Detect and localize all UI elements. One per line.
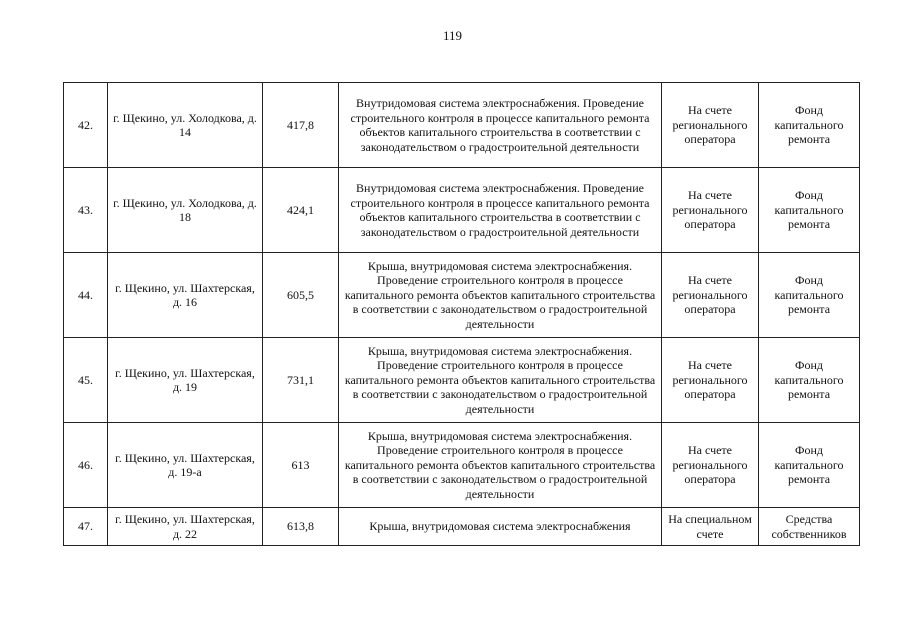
area-cell: 605,5 xyxy=(263,253,339,338)
address-cell: г. Щекино, ул. Шахтерская, д. 22 xyxy=(108,508,263,546)
row-number: 47. xyxy=(64,508,108,546)
row-number: 44. xyxy=(64,253,108,338)
table-row xyxy=(64,338,860,423)
works-cell: Внутридомовая система электроснабжения. Проведение строительного контроля в процессе капитального ремонта объектов капитального строительства в соответствии с законодательством о градостроительной деятельности xyxy=(339,168,662,253)
table-row xyxy=(64,168,860,253)
area-cell: 731,1 xyxy=(263,338,339,423)
row-number: 45. xyxy=(64,338,108,423)
account-cell: На счете регионального оператора xyxy=(662,423,759,508)
account-cell: На счете регионального оператора xyxy=(662,168,759,253)
works-cell: Крыша, внутридомовая система электроснабжения. Проведение строительного контроля в процессе капитального ремонта объектов капитального строительства в соответствии с законодательством о градостроительной деятельности xyxy=(339,253,662,338)
table-row xyxy=(64,508,860,546)
works-cell: Крыша, внутридомовая система электроснабжения. Проведение строительного контроля в процессе капитального ремонта объектов капитального строительства в соответствии с законодательством о градостроительной деятельности xyxy=(339,423,662,508)
funding-cell: Фонд капитального ремонта xyxy=(759,168,860,253)
table-row xyxy=(64,83,860,168)
address-cell: г. Щекино, ул. Холодкова, д. 18 xyxy=(108,168,263,253)
row-number: 43. xyxy=(64,168,108,253)
address-cell: г. Щекино, ул. Шахтерская, д. 19 xyxy=(108,338,263,423)
area-cell: 613 xyxy=(263,423,339,508)
account-cell: На счете регионального оператора xyxy=(662,83,759,168)
funding-cell: Фонд капитального ремонта xyxy=(759,83,860,168)
account-cell: На счете регионального оператора xyxy=(662,338,759,423)
row-number: 42. xyxy=(64,83,108,168)
table-row xyxy=(64,253,860,338)
address-cell: г. Щекино, ул. Холодкова, д. 14 xyxy=(108,83,263,168)
address-cell: г. Щекино, ул. Шахтерская, д. 19-а xyxy=(108,423,263,508)
funding-cell: Средства собственников xyxy=(759,508,860,546)
page-number: 119 xyxy=(442,28,463,43)
works-cell: Внутридомовая система электроснабжения. Проведение строительного контроля в процессе капитального ремонта объектов капитального строительства в соответствии с законодательством о градостроительной деятельности xyxy=(339,83,662,168)
works-cell: Крыша, внутридомовая система электроснабжения. Проведение строительного контроля в процессе капитального ремонта объектов капитального строительства в соответствии с законодательством о градостроительной деятельности xyxy=(339,338,662,423)
account-cell: На счете регионального оператора xyxy=(662,253,759,338)
repair-program-table xyxy=(63,82,860,546)
area-cell: 417,8 xyxy=(263,83,339,168)
address-cell: г. Щекино, ул. Шахтерская, д. 16 xyxy=(108,253,263,338)
funding-cell: Фонд капитального ремонта xyxy=(759,253,860,338)
area-cell: 424,1 xyxy=(263,168,339,253)
area-cell: 613,8 xyxy=(263,508,339,546)
funding-cell: Фонд капитального ремонта xyxy=(759,423,860,508)
table-row xyxy=(64,423,860,508)
funding-cell: Фонд капитального ремонта xyxy=(759,338,860,423)
works-cell: Крыша, внутридомовая система электроснабжения xyxy=(339,508,662,546)
account-cell: На специальном счете xyxy=(662,508,759,546)
row-number: 46. xyxy=(64,423,108,508)
